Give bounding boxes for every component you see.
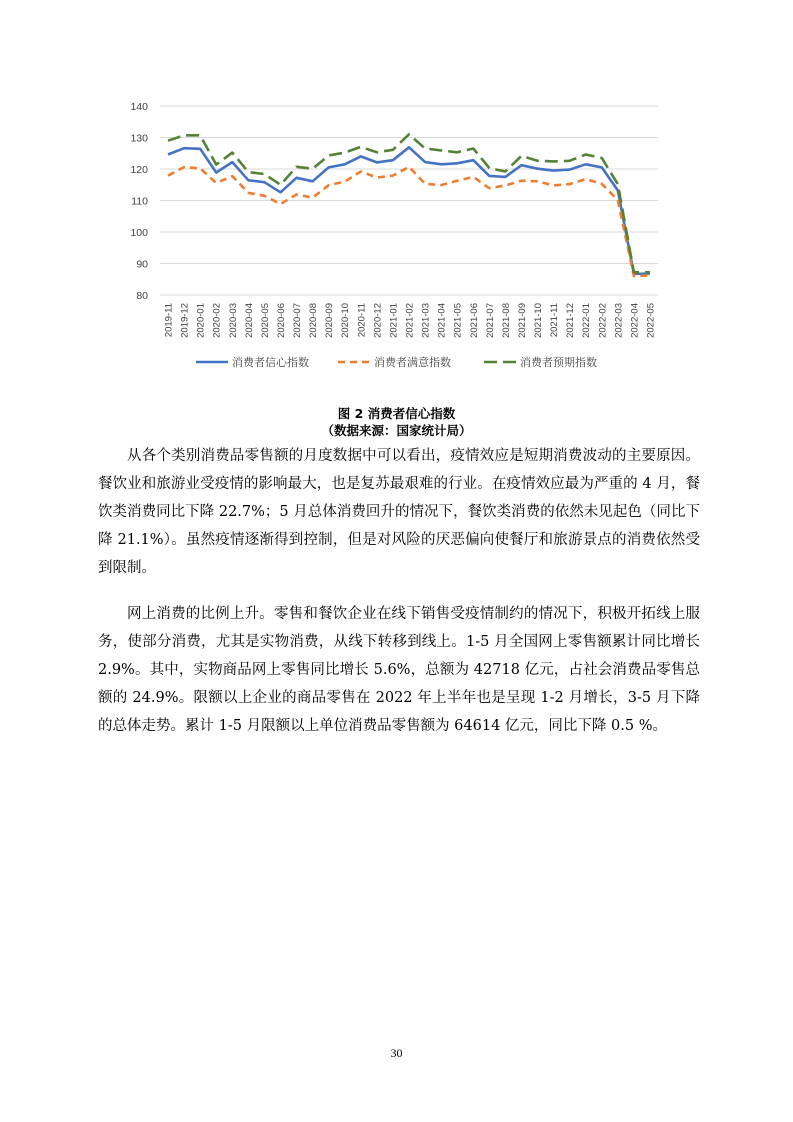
- legend-label-2: 消费者满意指数: [374, 356, 451, 369]
- x-tick-label: 2020-07: [292, 303, 304, 338]
- x-tick-label: 2020-12: [372, 303, 384, 338]
- x-tick-label: 2021-09: [516, 303, 528, 338]
- y-tick-label: 140: [130, 101, 148, 113]
- x-tick-label: 2021-11: [549, 303, 561, 338]
- x-tick-label: 2020-03: [227, 303, 239, 338]
- legend-label-3: 消费者预期指数: [520, 356, 597, 369]
- x-tick-label: 2021-10: [533, 303, 545, 338]
- y-tick-label: 130: [130, 132, 148, 145]
- series-line-3: [168, 134, 650, 272]
- figure-caption: 图 2 消费者信心指数: [337, 406, 456, 421]
- figure-source: （数据来源：国家统计局）: [321, 423, 472, 438]
- series-line-1: [168, 147, 650, 274]
- x-tick-label: 2020-02: [211, 303, 223, 338]
- x-tick-label: 2022-01: [581, 303, 593, 338]
- y-tick-label: 90: [136, 258, 148, 271]
- x-tick-label: 2020-04: [243, 303, 255, 338]
- body-paragraph-2: 网上消费的比例上升。零售和餐饮企业在线下销售受疫情制约的情况下，积极开拓线上服务，使部分消费，尤其是实物消费，从线下转移到线上。1-5 月全国网上零售额累计同比增长 2.9%。其中，实物商品网上零售同比增长 5.6%，总额为 42718 亿元，占社会消费品零售总额的 24.9%。限额以上企业的商品零售在 2022 年上半年也是呈现 1-2 月增长，3-5 月下降的总体走势。累计 1-5 月限额以上单位消费品零售额为 64614 亿元，同比下降 0.5 %。: [98, 606, 700, 734]
- x-tick-label: 2019-12: [179, 303, 191, 338]
- x-tick-label: 2020-01: [195, 303, 207, 338]
- x-tick-label: 2021-06: [468, 303, 480, 338]
- x-tick-label: 2021-12: [565, 303, 577, 338]
- y-tick-label: 120: [130, 164, 148, 176]
- consumer-confidence-chart: [118, 92, 678, 382]
- series-line-2: [168, 167, 650, 276]
- x-tick-label: 2021-07: [484, 303, 496, 338]
- x-tick-label: 2020-11: [356, 303, 368, 338]
- x-tick-label: 2021-05: [452, 303, 464, 338]
- y-tick-label: 110: [131, 195, 148, 208]
- x-tick-label: 2020-10: [340, 303, 352, 338]
- page-number: 30: [390, 1046, 403, 1060]
- x-tick-label: 2019-11: [163, 303, 175, 338]
- x-tick-label: 2020-09: [324, 303, 336, 338]
- x-tick-label: 2022-03: [613, 303, 625, 338]
- x-tick-label: 2022-05: [645, 303, 657, 338]
- x-tick-label: 2020-06: [275, 303, 287, 338]
- y-tick-label: 100: [130, 227, 148, 239]
- x-tick-label: 2020-05: [259, 303, 271, 338]
- x-tick-label: 2021-03: [420, 303, 432, 338]
- legend-label-1: 消费者信心指数: [232, 356, 309, 369]
- x-tick-label: 2022-04: [629, 303, 641, 338]
- x-tick-label: 2020-08: [308, 303, 320, 338]
- x-tick-label: 2022-02: [597, 302, 609, 338]
- x-tick-label: 2021-02: [404, 303, 416, 338]
- line-chart-svg: [118, 92, 678, 382]
- body-paragraph-1: 从各个类别消费品零售额的月度数据中可以看出，疫情效应是短期消费波动的主要原因。餐饮业和旅游业受疫情的影响最大，也是复苏最艰难的行业。在疫情效应最为严重的 4 月，餐饮类消费同比下降 22.7%；5 月总体消费回升的情况下，餐饮类消费的依然未见起色（同比下降 21.1%）。虽然疫情逐渐得到控制，但是对风险的厌恶偏向使餐厅和旅游景点的消费依然受到限制。: [98, 448, 700, 576]
- x-tick-label: 2021-04: [436, 303, 448, 338]
- x-tick-label: 2021-08: [500, 303, 512, 338]
- x-tick-label: 2021-01: [388, 303, 400, 338]
- y-tick-label: 80: [136, 290, 148, 302]
